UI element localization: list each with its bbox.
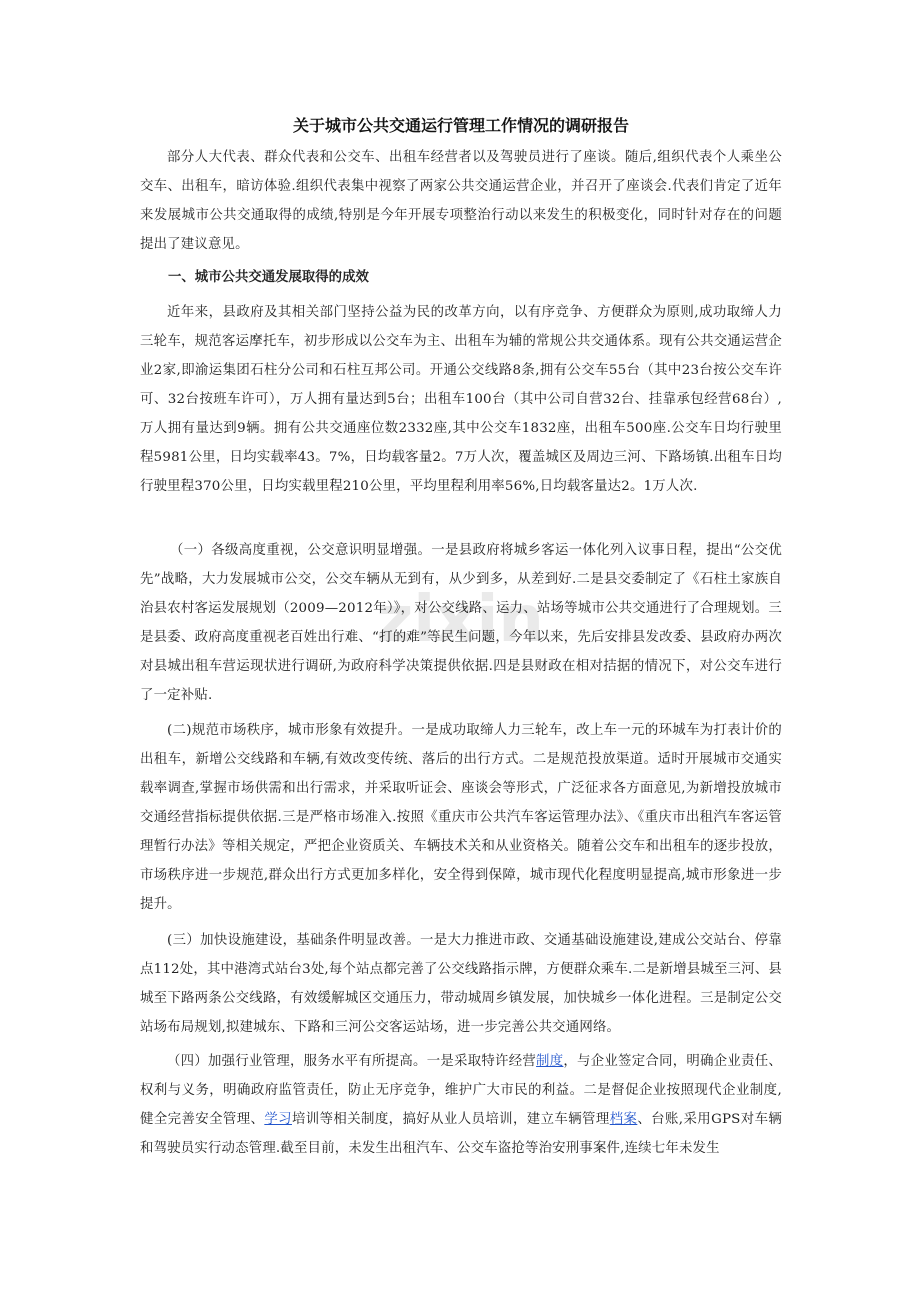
item-4-text-b: ，与企业签定合同，明确企业责任、权利与义务，明确政府监管责任，防止无序竞争，维护广大市民的利益。二是督促企业按照现代企业制度,健全完善安全管理、 bbox=[140, 1054, 783, 1127]
link-xuexi[interactable]: 学习 bbox=[264, 1112, 292, 1127]
item-4-text-a: （四）加强行业管理，服务水平有所提高。一是采取特许经营 bbox=[167, 1054, 537, 1069]
intro-paragraph: 部分人大代表、群众代表和公交车、出租车经营者以及驾驶员进行了座谈。随后,组织代表个人乘坐公交车、出租车，暗访体验.组织代表集中视察了两家公共交通运营企业，并召开了座谈会.代表们肯定了近年来发展城市公共交通取得的成绩,特别是今年开展专项整治行动以来发生的积极变化，同时针对存在的问题提出了建议意见。 bbox=[140, 150, 782, 252]
section-body-paragraph: 近年来，县政府及其相关部门坚持公益为民的改革方向，以有序竞争、方便群众为原则,成功取缔人力三轮车，规范客运摩托车，初步形成以公交车为主、出租车为辅的常规公共交通体系。现有公共交通运营企业2家,即渝运集团石柱分公司和石柱互邦公司。开通公交线路8条,拥有公交车55台（其中23台按公交车许可、32台按班车许可），万人拥有量达到5台；出租车100台（其中公司自营32台、挂靠承包经营68台）,万人拥有量达到9辆。拥有公共交通座位数2332座,其中公交车1832座，出租车500座.公交车日均行驶里程5981公里，日均实载率43。7%，日均载客量2。7万人次，覆盖城区及周边三河、下路场镇.出租车日均行驶里程370公里，日均实载里程210公里，平均里程利用率56%,日均载客量达2。1万人次. bbox=[140, 305, 782, 494]
link-dangan[interactable]: 档案 bbox=[609, 1112, 638, 1127]
item-4-text-d: 、台账,采用GPS对车辆和驾驶员实行动态管理.截至目前，未发生出租汽车、公交车盗抢等治安刑事案件,连续七年未发生 bbox=[140, 1112, 782, 1156]
item-3-paragraph: (三）加快设施建设，基础条件明显改善。一是大力推进市政、交通基础设施建设,建成公交站台、停靠点112处，其中港湾式站台3处,每个站点都完善了公交线路指示牌，方便群众乘车.二是新增县城至三河、县城至下路两条公交线路，有效缓解城区交通压力，带动城周乡镇发展，加快城乡一体化进程。三是制定公交站场布局规划,拟建城东、下路和三河公交客运站场，进一步完善公共交通网络。 bbox=[140, 933, 782, 1035]
document-title: 关于城市公共交通运行管理工作情况的调研报告 bbox=[292, 116, 629, 135]
item-4-text-c: 培训等相关制度，搞好从业人员培训，建立车辆管理 bbox=[291, 1112, 610, 1127]
item-2-paragraph: (二)规范市场秩序，城市形象有效提升。一是成功取缔人力三轮车，改上车一元的环城车为打表计价的出租车，新增公交线路和车辆,有效改变传统、落后的出行方式。二是规范投放渠道。适时开展城市交通实载率调查,掌握市场供需和出行需求，并采取听证会、座谈会等形式，广泛征求各方面意见,为新增投放城市交通经营指标提供依据.三是严格市场准入.按照《重庆市公共汽车客运管理办法》、《重庆市出租汽车客运管理暂行办法》等相关规定，严把企业资质关、车辆技术关和从业资格关。随着公交车和出租车的逐步投放，市场秩序进一步规范,群众出行方式更加多样化，安全得到保障，城市现代化程度明显提高,城市形象进一步提升。 bbox=[140, 723, 782, 912]
item-1-paragraph: （一）各级高度重视，公交意识明显增强。一是县政府将城乡客运一体化列入议事日程，提出“公交优先”战略，大力发展城市公交，公交车辆从无到有，从少到多，从差到好.二是县交委制定了《石柱土家族自治县农村客运发展规划（2009—2012年）》，对公交线路、运力、站场等城市公共交通进行了合理规划。三是县委、政府高度重视老百姓出行难、“打的难”等民生问题，今年以来，先后安排县发改委、县政府办两次对县城出租车营运现状进行调研,为政府科学决策提供依据.四是县财政在相对拮据的情况下，对公交车进行了一定补贴. bbox=[140, 543, 782, 703]
watermark-logo: zixin bbox=[376, 583, 544, 657]
item-4-paragraph bbox=[140, 1047, 782, 1163]
section-heading: 一、城市公共交通发展取得的成效 bbox=[168, 270, 369, 285]
link-zhidu[interactable]: 制度 bbox=[536, 1054, 564, 1069]
